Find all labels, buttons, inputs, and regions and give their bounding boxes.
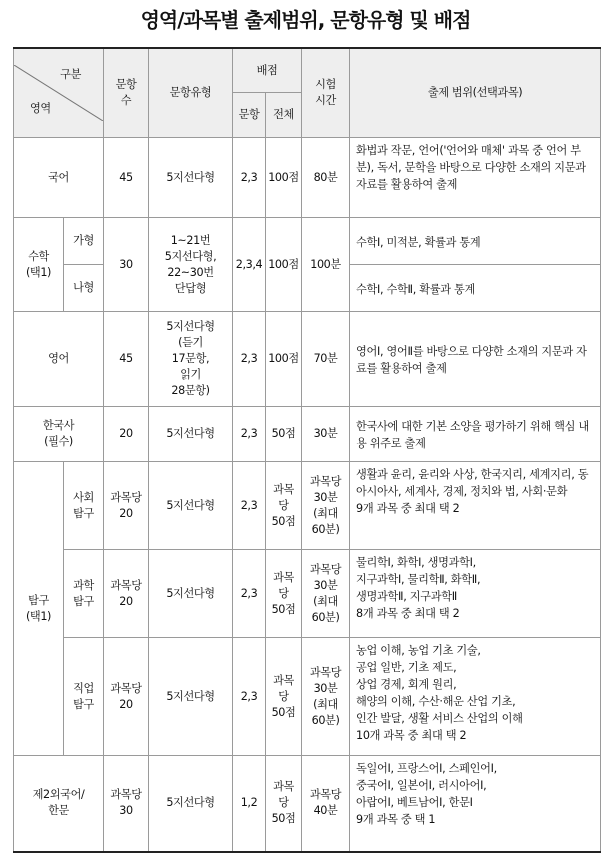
table-row-foreign-language — [14, 756, 601, 852]
item-score-cell: 2,3 — [233, 138, 266, 218]
range-cell: 생활과 윤리, 윤리와 사상, 한국지리, 세계지리, 동아시아사, 세계사, 경제, 정치와 법, 사회·문화 9개 과목 중 최대 택 2 — [350, 462, 601, 550]
num-cell: 45 — [104, 138, 149, 218]
total-score-cell: 과목 당 50점 — [266, 550, 302, 638]
area-cell: 제2외국어/ 한문 — [14, 756, 104, 852]
area-cell: 영어 — [14, 312, 104, 407]
table-row-math-a — [14, 218, 601, 265]
page-title: 영역/과목별 출제범위, 문항유형 및 배점 — [140, 8, 471, 32]
type-cell: 5지선다형 — [149, 638, 233, 756]
item-score-cell: 1,2 — [233, 756, 266, 852]
item-score-cell: 2,3,4 — [233, 218, 266, 312]
header-num-items: 문항 수 — [104, 48, 149, 138]
range-cell: 수학Ⅰ, 미적분, 확률과 통계 — [350, 218, 601, 265]
num-cell: 과목당 20 — [104, 462, 149, 550]
header-area: 영역 — [30, 102, 51, 115]
item-score-cell: 2,3 — [233, 312, 266, 407]
area-cell: 탐구 (택1) — [14, 462, 64, 756]
num-cell: 과목당 20 — [104, 550, 149, 638]
type-cell: 5지선다형 — [149, 550, 233, 638]
table-row-korean — [14, 138, 601, 218]
num-cell: 30 — [104, 218, 149, 312]
header-range: 출제 범위(선택과목) — [350, 48, 601, 138]
table-row-vocational-inquiry — [14, 638, 601, 756]
range-cell: 물리학Ⅰ, 화학Ⅰ, 생명과학Ⅰ, 지구과학Ⅰ, 물리학Ⅱ, 화학Ⅱ, 생명과학Ⅱ, 지구과학Ⅱ 8개 과목 중 최대 택 2 — [350, 550, 601, 638]
num-cell: 20 — [104, 407, 149, 462]
sub-area-cell: 사회 탐구 — [64, 462, 104, 550]
item-score-cell: 2,3 — [233, 462, 266, 550]
area-cell: 국어 — [14, 138, 104, 218]
total-score-cell: 과목 당 50점 — [266, 756, 302, 852]
range-cell: 화법과 작문, 언어('언어와 매체' 과목 중 언어 부분), 독서, 문학을 바탕으로 다양한 소재의 지문과 자료를 활용하여 출제 — [350, 138, 601, 218]
header-score-total: 전체 — [266, 93, 302, 138]
header-score: 배점 — [233, 48, 302, 93]
range-cell: 독일어Ⅰ, 프랑스어Ⅰ, 스페인어Ⅰ, 중국어Ⅰ, 일본어Ⅰ, 러시아어Ⅰ, 아랍어Ⅰ, 베트남어Ⅰ, 한문Ⅰ 9개 과목 중 택 1 — [350, 756, 601, 852]
table-row-social-inquiry — [14, 462, 601, 550]
time-cell: 과목당 30분 (최대 60분) — [302, 550, 350, 638]
time-cell: 70분 — [302, 312, 350, 407]
header-row — [14, 48, 601, 93]
total-score-cell: 과목 당 50점 — [266, 462, 302, 550]
table-row-science-inquiry — [14, 550, 601, 638]
range-cell: 수학Ⅰ, 수학Ⅱ, 확률과 통계 — [350, 265, 601, 312]
range-cell: 농업 이해, 농업 기초 기술, 공업 일반, 기초 제도, 상업 경제, 회계 원리, 해양의 이해, 수산·해운 산업 기초, 인간 발달, 생활 서비스 산업의 이해 10개 과목 중 최대 택 2 — [350, 638, 601, 756]
total-score-cell: 50점 — [266, 407, 302, 462]
item-score-cell: 2,3 — [233, 550, 266, 638]
header-time: 시험 시간 — [302, 48, 350, 138]
num-cell: 과목당 20 — [104, 638, 149, 756]
type-cell: 5지선다형 — [149, 756, 233, 852]
num-cell: 45 — [104, 312, 149, 407]
type-cell: 1~21번 5지선다형, 22~30번 단답형 — [149, 218, 233, 312]
range-cell: 한국사에 대한 기본 소양을 평가하기 위해 핵심 내용 위주로 출제 — [350, 407, 601, 462]
total-score-cell: 100점 — [266, 218, 302, 312]
exam-table — [13, 47, 601, 853]
range-cell: 영어Ⅰ, 영어Ⅱ를 바탕으로 다양한 소재의 지문과 자료를 활용하여 출제 — [350, 312, 601, 407]
sub-area-cell: 직업 탐구 — [64, 638, 104, 756]
type-cell: 5지선다형 (듣기 17문항, 읽기 28문항) — [149, 312, 233, 407]
time-cell: 과목당 40분 — [302, 756, 350, 852]
type-cell: 5지선다형 — [149, 462, 233, 550]
item-score-cell: 2,3 — [233, 407, 266, 462]
table-row-english — [14, 312, 601, 407]
sub-area-cell: 과학 탐구 — [64, 550, 104, 638]
num-cell: 과목당 30 — [104, 756, 149, 852]
table-row-history — [14, 407, 601, 462]
area-cell: 한국사 (필수) — [14, 407, 104, 462]
total-score-cell: 100점 — [266, 138, 302, 218]
item-score-cell: 2,3 — [233, 638, 266, 756]
header-item-type: 문항유형 — [149, 48, 233, 138]
header-score-item: 문항 — [233, 93, 266, 138]
time-cell: 100분 — [302, 218, 350, 312]
time-cell: 80분 — [302, 138, 350, 218]
header-diagonal-cell — [14, 48, 104, 138]
diagonal-line — [14, 65, 103, 121]
time-cell: 과목당 30분 (최대 60분) — [302, 462, 350, 550]
total-score-cell: 과목 당 50점 — [266, 638, 302, 756]
header-gubun: 구분 — [60, 68, 81, 81]
time-cell: 과목당 30분 (최대 60분) — [302, 638, 350, 756]
area-cell: 수학 (택1) — [14, 218, 64, 312]
time-cell: 30분 — [302, 407, 350, 462]
type-cell: 5지선다형 — [149, 407, 233, 462]
sub-area-cell: 가형 — [64, 218, 104, 265]
total-score-cell: 100점 — [266, 312, 302, 407]
type-cell: 5지선다형 — [149, 138, 233, 218]
sub-area-cell: 나형 — [64, 265, 104, 312]
